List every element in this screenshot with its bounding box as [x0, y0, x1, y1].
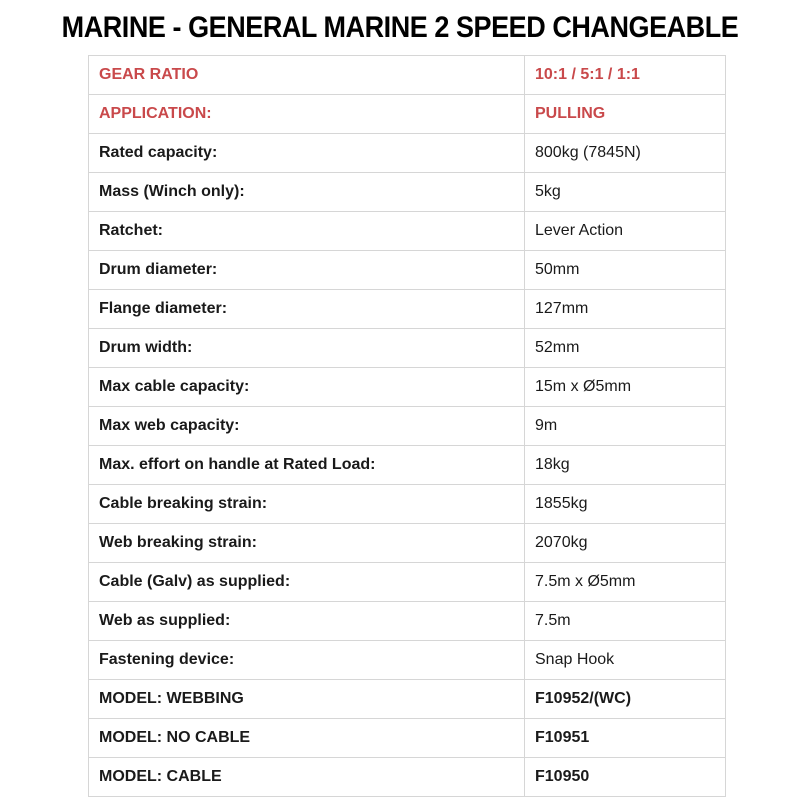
row-label: Max web capacity:: [89, 407, 525, 446]
row-label: Drum diameter:: [89, 251, 525, 290]
row-value: 1855kg: [525, 485, 726, 524]
table-row-cable-breaking-strain: [89, 485, 726, 524]
row-label: Fastening device:: [89, 641, 525, 680]
table-row-model-cable: [89, 758, 726, 797]
row-label: Cable breaking strain:: [89, 485, 525, 524]
row-label: Ratchet:: [89, 212, 525, 251]
table-row-gear-ratio: [89, 56, 726, 95]
table-row-ratchet: [89, 212, 726, 251]
row-value: F10951: [525, 719, 726, 758]
spec-table: [88, 55, 726, 797]
row-label: Flange diameter:: [89, 290, 525, 329]
table-row-max-web-capacity: [89, 407, 726, 446]
row-value: PULLING: [525, 95, 726, 134]
table-row-model-webbing: [89, 680, 726, 719]
table-row-drum-diameter: [89, 251, 726, 290]
table-row-application: [89, 95, 726, 134]
row-value: 15m x Ø5mm: [525, 368, 726, 407]
row-label: Max cable capacity:: [89, 368, 525, 407]
row-label: Rated capacity:: [89, 134, 525, 173]
row-label: MODEL: WEBBING: [89, 680, 525, 719]
table-row-flange-diameter: [89, 290, 726, 329]
table-row-model-no-cable: [89, 719, 726, 758]
row-value: F10952/(WC): [525, 680, 726, 719]
row-value: 127mm: [525, 290, 726, 329]
row-label: Web as supplied:: [89, 602, 525, 641]
table-row-max-cable-capacity: [89, 368, 726, 407]
table-row-rated-capacity: [89, 134, 726, 173]
page-title: MARINE - GENERAL MARINE 2 SPEED CHANGEABLE: [61, 11, 739, 44]
row-label: APPLICATION:: [89, 95, 525, 134]
row-label: Drum width:: [89, 329, 525, 368]
row-label: Web breaking strain:: [89, 524, 525, 563]
table-row-max-effort: [89, 446, 726, 485]
row-value: 800kg (7845N): [525, 134, 726, 173]
row-label: MODEL: NO CABLE: [89, 719, 525, 758]
row-label: GEAR RATIO: [89, 56, 525, 95]
row-value: 10:1 / 5:1 / 1:1: [525, 56, 726, 95]
table-row-mass: [89, 173, 726, 212]
row-value: 50mm: [525, 251, 726, 290]
row-value: 7.5m x Ø5mm: [525, 563, 726, 602]
row-value: 7.5m: [525, 602, 726, 641]
table-row-web-supplied: [89, 602, 726, 641]
table-row-drum-width: [89, 329, 726, 368]
row-label: Mass (Winch only):: [89, 173, 525, 212]
table-row-fastening-device: [89, 641, 726, 680]
row-value: 52mm: [525, 329, 726, 368]
row-value: 9m: [525, 407, 726, 446]
row-value: 18kg: [525, 446, 726, 485]
row-label: Cable (Galv) as supplied:: [89, 563, 525, 602]
row-value: 5kg: [525, 173, 726, 212]
row-value: Snap Hook: [525, 641, 726, 680]
table-row-web-breaking-strain: [89, 524, 726, 563]
row-value: Lever Action: [525, 212, 726, 251]
row-value: F10950: [525, 758, 726, 797]
table-row-cable-supplied: [89, 563, 726, 602]
row-label: Max. effort on handle at Rated Load:: [89, 446, 525, 485]
row-label: MODEL: CABLE: [89, 758, 525, 797]
row-value: 2070kg: [525, 524, 726, 563]
